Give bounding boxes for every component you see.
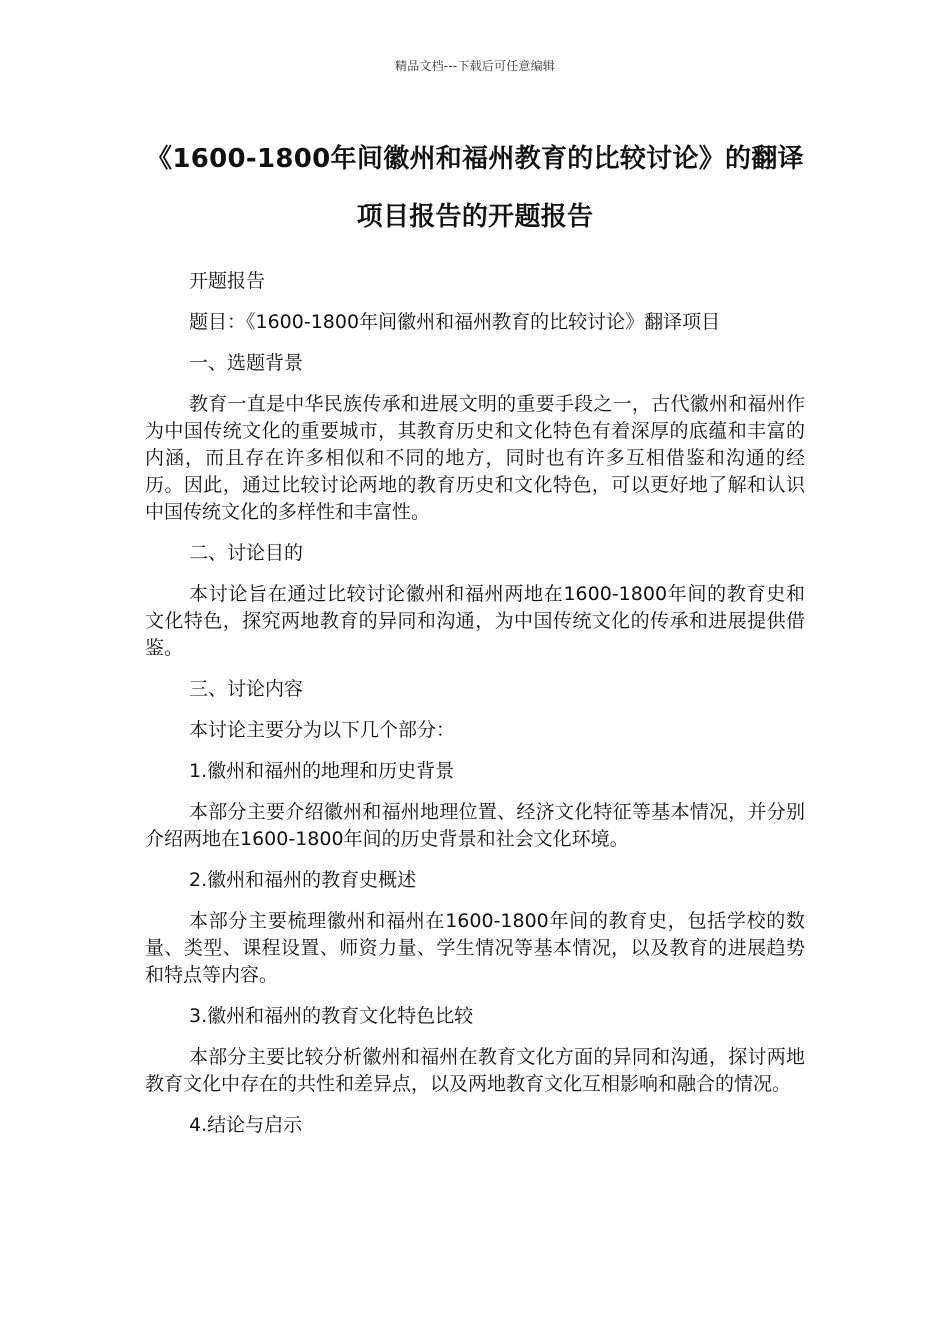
document-body: [145, 268, 805, 1153]
topic-line: 题目：《1600-1800年间徽州和福州教育的比较讨论》翻译项目: [189, 311, 721, 333]
report-label: 开题报告: [189, 270, 266, 292]
part-heading-3: 3.徽州和福州的教育文化特色比较: [189, 1005, 474, 1027]
section-heading-content: 三、讨论内容: [189, 678, 304, 700]
part-paragraph-2: 本部分主要梳理徽州和福州在1600-1800年间的教育史，包括学校的数量、类型、课程设置、师资力量、学生情况等基本情况，以及教育的进展趋势和特点等内容。: [145, 910, 805, 986]
part-heading-2: 2.徽州和福州的教育史概述: [189, 869, 417, 891]
header-note: 精品文档---下载后可任意编辑: [395, 59, 555, 73]
paragraph-background: 教育一直是中华民族传承和进展文明的重要手段之一，古代徽州和福州作为中国传统文化的重要城市，其教育历史和文化特色有着深厚的底蕴和丰富的内涵，而且存在许多相似和不同的地方，同时也有许多互相借鉴和沟通的经历。因此，通过比较讨论两地的教育历史和文化特色，可以更好地了解和认识中国传统文化的多样性和丰富性。: [145, 393, 805, 523]
section-heading-background: 一、选题背景: [189, 352, 304, 374]
content-intro: 本讨论主要分为以下几个部分：: [189, 719, 456, 741]
section-heading-purpose: 二、讨论目的: [189, 542, 304, 564]
part-paragraph-1: 本部分主要介绍徽州和福州地理位置、经济文化特征等基本情况，并分别介绍两地在1600-1800年间的历史背景和社会文化环境。: [145, 801, 805, 850]
document-title: 《1600-1800年间徽州和福州教育的比较讨论》的翻译项目报告的开题报告: [146, 144, 804, 232]
part-heading-1: 1.徽州和福州的地理和历史背景: [189, 760, 455, 782]
part-heading-4: 4.结论与启示: [189, 1114, 303, 1136]
part-paragraph-3: 本部分主要比较分析徽州和福州在教育文化方面的异同和沟通，探讨两地教育文化中存在的共性和差异点，以及两地教育文化互相影响和融合的情况。: [145, 1046, 805, 1095]
paragraph-purpose: 本讨论旨在通过比较讨论徽州和福州两地在1600-1800年间的教育史和文化特色，探究两地教育的异同和沟通，为中国传统文化的传承和进展提供借鉴。: [145, 583, 805, 659]
